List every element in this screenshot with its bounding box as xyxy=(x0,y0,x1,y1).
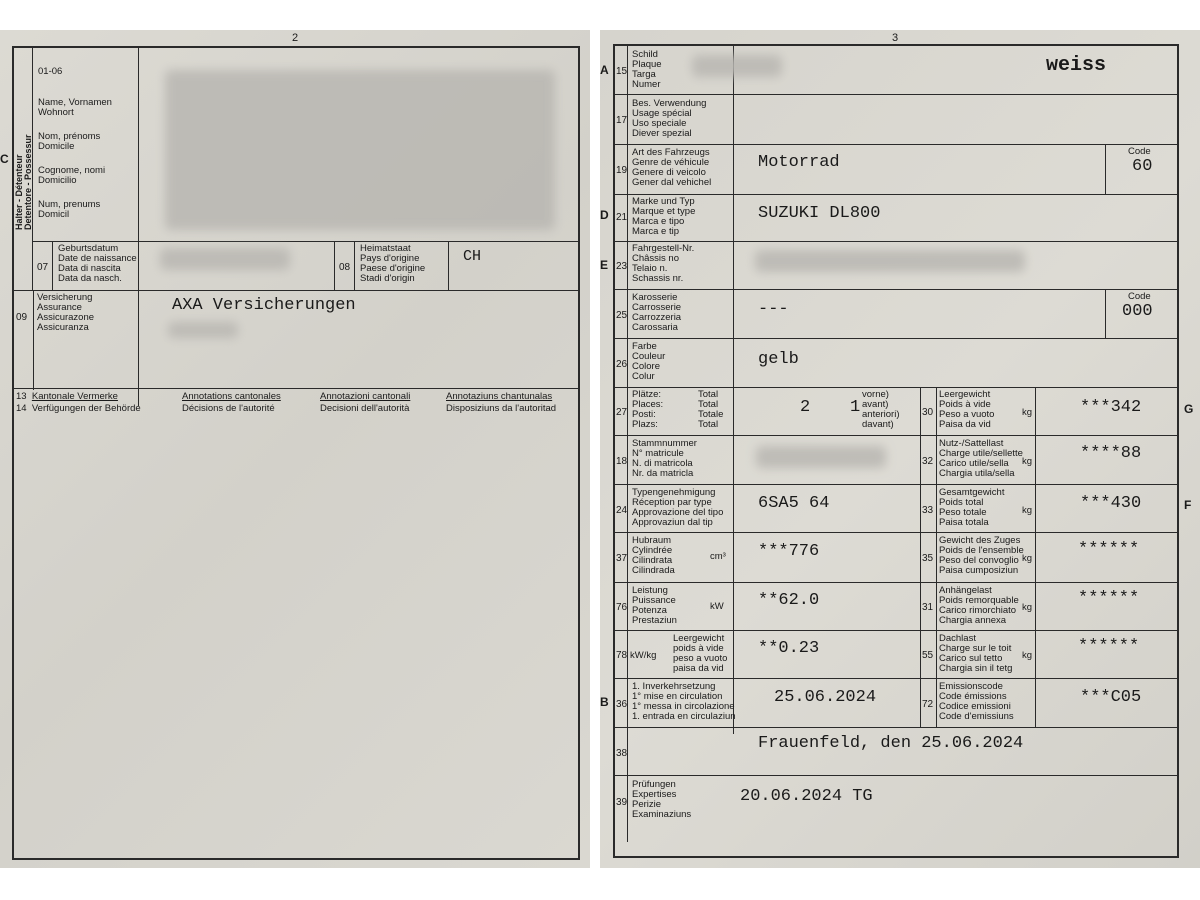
f21-label: Marque et type xyxy=(632,206,696,217)
field-number: 30 xyxy=(922,407,934,418)
f78-label: paisa da vid xyxy=(673,663,724,674)
f36-label: 1° messa in circolazione xyxy=(632,701,735,712)
unit-kg: kg xyxy=(1022,456,1033,467)
f35-label: Poids de l'ensemble xyxy=(939,545,1024,556)
f55-label: Chargia sin il tetg xyxy=(939,663,1013,674)
color-value: gelb xyxy=(758,350,799,369)
trailer-load-value: ****** xyxy=(1078,589,1140,608)
holder-label: Num, prenums xyxy=(38,199,101,210)
f35-label: Gewicht des Zuges xyxy=(939,535,1021,546)
redacted-chassis xyxy=(755,250,1025,272)
field-number: 37 xyxy=(616,553,628,564)
f15-label: Targa xyxy=(632,69,656,80)
marker-e: E xyxy=(600,258,609,272)
holder-vertical-label-2: Detentore - Possessur xyxy=(23,134,33,230)
holder-label: Nom, prénoms xyxy=(38,131,101,142)
field08-label: Paese d'origine xyxy=(360,263,426,274)
field-number: 33 xyxy=(922,505,934,516)
field13-label-it: Annotazioni cantonali xyxy=(320,391,411,402)
field-number: 38 xyxy=(616,748,628,759)
f18-label: Nr. da matricla xyxy=(632,468,694,479)
field-number: 09 xyxy=(16,312,28,323)
f32-label: Carico utile/sella xyxy=(939,458,1009,469)
f55-label: Charge sur le toit xyxy=(939,643,1012,654)
f31-label: Anhängelast xyxy=(939,585,992,596)
f15-label: Plaque xyxy=(632,59,662,70)
f36-label: 1. Inverkehrsetzung xyxy=(632,681,716,692)
redacted-matricule xyxy=(756,446,886,468)
f37-label: Cylindrée xyxy=(632,545,673,556)
code-label: Code xyxy=(1128,146,1151,157)
f55-label: Carico sul tetto xyxy=(939,653,1003,664)
seats-value: 2 xyxy=(800,398,811,417)
f24-label: Typengenehmigung xyxy=(632,487,716,498)
inspection-value: 20.06.2024 TG xyxy=(740,787,873,806)
field09-label: Versicherung xyxy=(37,292,93,303)
body-value: --- xyxy=(758,300,789,319)
field07-label: Data di nascita xyxy=(58,263,121,274)
field-number: 18 xyxy=(616,456,628,467)
insurance-value: AXA Versicherungen xyxy=(172,296,356,315)
field14-label: Verfügungen der Behörde xyxy=(31,403,141,414)
holder-label: Domicile xyxy=(38,141,75,152)
field08-label: Stadi d'origin xyxy=(360,273,415,284)
f19-label: Genere di veicolo xyxy=(632,167,706,178)
f23-label: Schassis nr. xyxy=(632,273,684,284)
field-number: 31 xyxy=(922,602,934,613)
field-number: 19 xyxy=(616,165,628,176)
f30-label: Peso a vuoto xyxy=(939,409,995,420)
unit-cm3: cm³ xyxy=(710,551,726,562)
f19-label: Genre de véhicule xyxy=(632,157,710,168)
f24-label: Approvazione del tipo xyxy=(632,507,724,518)
f17-label: Diever spezial xyxy=(632,128,692,139)
field-number: 36 xyxy=(616,699,628,710)
field-number: 35 xyxy=(922,553,934,564)
field-number: 13 xyxy=(16,391,27,402)
front-seats-value: 1 xyxy=(850,398,861,417)
f39-label: Examinaziuns xyxy=(632,809,692,820)
holder-label: Name, Vornamen xyxy=(38,97,112,108)
f27-label: Places: xyxy=(632,399,664,410)
f17-label: Bes. Verwendung xyxy=(632,98,707,109)
f78-label: Leergewicht xyxy=(673,633,725,644)
field14-label-fr: Décisions de l'autorité xyxy=(182,403,275,414)
f27-total: Total xyxy=(698,389,719,400)
field-number: 32 xyxy=(922,456,934,467)
vehicle-code-value: 60 xyxy=(1132,157,1153,176)
f26-label: Colore xyxy=(632,361,660,372)
field13-label-fr: Annotations cantonales xyxy=(182,391,281,402)
field08-label: Heimatstaat xyxy=(360,243,411,254)
f78-label: poids à vide xyxy=(673,643,724,654)
field-number: 27 xyxy=(616,407,628,418)
holder-label: Domicil xyxy=(38,209,70,220)
f76-label: Puissance xyxy=(632,595,676,606)
f17-label: Uso speciale xyxy=(632,118,687,129)
marker-g: G xyxy=(1184,402,1194,416)
field09-label: Assicurazone xyxy=(37,312,95,323)
f36-label: 1° mise en circulation xyxy=(632,691,723,702)
train-weight-value: ****** xyxy=(1078,540,1140,559)
marker-a: A xyxy=(600,63,609,77)
field07-label: Data da nasch. xyxy=(58,273,122,284)
f21-label: Marca e tip xyxy=(632,226,679,237)
field13-label-rm: Annotaziuns chantunalas xyxy=(446,391,553,402)
f25-label: Carrozzeria xyxy=(632,312,682,323)
f33-label: Poids total xyxy=(939,497,984,508)
unit-kg: kg xyxy=(1022,407,1033,418)
field-number: 23 xyxy=(616,261,628,272)
f25-label: Karosserie xyxy=(632,292,678,303)
f37-label: Cilindrada xyxy=(632,565,675,576)
vehicle-type-value: Motorrad xyxy=(758,153,840,172)
f76-label: Prestaziun xyxy=(632,615,677,626)
f30-label: Leergewicht xyxy=(939,389,991,400)
f23-label: Fahrgestell-Nr. xyxy=(632,243,695,254)
f32-label: Nutz-/Sattellast xyxy=(939,438,1004,449)
empty-weight-value: ***342 xyxy=(1080,398,1142,417)
unit-kg: kg xyxy=(1022,505,1033,516)
power-weight-value: **0.23 xyxy=(758,639,820,658)
f23-label: Telaio n. xyxy=(632,263,668,274)
f30-label: Poids à vide xyxy=(939,399,991,410)
f39-label: Perizie xyxy=(632,799,662,810)
total-weight-value: ***430 xyxy=(1080,494,1142,513)
redacted-plate xyxy=(692,55,782,77)
f31-label: Chargia annexa xyxy=(939,615,1007,626)
f21-label: Marke und Typ xyxy=(632,196,695,207)
holder-label: Cognome, nomi xyxy=(38,165,106,176)
marker-d: D xyxy=(600,208,609,222)
field-number: 24 xyxy=(616,505,628,516)
f37-label: Hubraum xyxy=(632,535,672,546)
f39-label: Prüfungen xyxy=(632,779,676,790)
f78-label: peso a vuoto xyxy=(673,653,728,664)
holder-label: Domicilio xyxy=(38,175,77,186)
field-number: 08 xyxy=(339,262,351,273)
field-number: 26 xyxy=(616,359,628,370)
redacted-birthdate xyxy=(160,248,290,270)
f19-label: Gener dal vehichel xyxy=(632,177,712,188)
issue-place-date-value: Frauenfeld, den 25.06.2024 xyxy=(758,734,1024,753)
f26-label: Colur xyxy=(632,371,655,382)
field-number: 39 xyxy=(616,797,628,808)
holder-vertical-label: Halter - Détenteur xyxy=(14,154,24,230)
marker-b: B xyxy=(600,695,609,709)
f27-total: Total xyxy=(698,419,719,430)
field-number: 72 xyxy=(922,699,934,710)
unit-kg: kg xyxy=(1022,602,1033,613)
f24-label: Approvaziun dal tip xyxy=(632,517,713,528)
field14-label-it: Decisioni dell'autorità xyxy=(320,403,410,414)
f55-label: Dachlast xyxy=(939,633,976,644)
left-page xyxy=(0,30,590,868)
f76-label: Leistung xyxy=(632,585,668,596)
f32-label: Charge utile/sellette xyxy=(939,448,1023,459)
f19-label: Art des Fahrzeugs xyxy=(632,147,710,158)
f35-label: Peso del convoglio xyxy=(939,555,1019,566)
f37-label: Cilindrata xyxy=(632,555,673,566)
field09-label: Assicuranza xyxy=(37,322,89,333)
f23-label: Châssis no xyxy=(632,253,679,264)
field08-label: Pays d'origine xyxy=(360,253,420,264)
field07-label: Geburtsdatum xyxy=(58,243,119,254)
f72-label: Code d'emissiuns xyxy=(939,711,1014,722)
unit-kg: kg xyxy=(1022,553,1033,564)
first-registration-value: 25.06.2024 xyxy=(774,688,877,707)
f17-label: Usage spécial xyxy=(632,108,692,119)
field-number: 25 xyxy=(616,310,628,321)
right-page xyxy=(600,30,1200,868)
f25-label: Carrosserie xyxy=(632,302,682,313)
front-label: vorne) xyxy=(862,389,889,400)
f15-label: Numer xyxy=(632,79,661,90)
f76-label: Potenza xyxy=(632,605,667,616)
field-number: 17 xyxy=(616,115,628,126)
power-value: **62.0 xyxy=(758,591,820,610)
body-code-value: 000 xyxy=(1122,302,1153,321)
f72-label: Emissionscode xyxy=(939,681,1003,692)
field-number: 15 xyxy=(616,66,628,77)
field07-label: Date de naissance xyxy=(58,253,137,264)
redacted-insurance-number xyxy=(168,322,238,338)
field-number: 07 xyxy=(37,262,49,273)
plate-color-value: weiss xyxy=(1046,54,1107,77)
page-number: 3 xyxy=(892,32,899,44)
field-number: 78 xyxy=(616,650,628,661)
page-number: 2 xyxy=(292,32,299,44)
front-label: avant) xyxy=(862,399,889,410)
holder-label: Wohnort xyxy=(38,107,74,118)
f21-label: Marca e tipo xyxy=(632,216,685,227)
front-label: anteriori) xyxy=(862,409,900,420)
field13-label: Kantonale Vermerke xyxy=(31,391,118,402)
f32-label: Chargia utila/sella xyxy=(939,468,1015,479)
front-label: davant) xyxy=(862,419,894,430)
f33-label: Peso totale xyxy=(939,507,987,518)
marker-f: F xyxy=(1184,498,1192,512)
emission-code-value: ***C05 xyxy=(1080,688,1142,707)
f36-label: 1. entrada en circulaziun xyxy=(632,711,736,722)
field-number: 76 xyxy=(616,602,628,613)
field-number: 55 xyxy=(922,650,934,661)
f27-total: Total xyxy=(698,399,719,410)
f24-label: Réception par type xyxy=(632,497,712,508)
f18-label: N. di matricola xyxy=(632,458,693,469)
f31-label: Poids remorquable xyxy=(939,595,1019,606)
f33-label: Paisa totala xyxy=(939,517,989,528)
f72-label: Codice emissioni xyxy=(939,701,1011,712)
roof-load-value: ****** xyxy=(1078,637,1140,656)
unit-kw: kW xyxy=(710,601,724,612)
field-number: 14 xyxy=(16,403,27,414)
f27-label: Plätze: xyxy=(632,389,662,400)
f72-label: Code émissions xyxy=(939,691,1007,702)
f27-label: Plazs: xyxy=(632,419,658,430)
f30-label: Paisa da vid xyxy=(939,419,991,430)
origin-value: CH xyxy=(463,248,482,265)
code-label: Code xyxy=(1128,291,1151,302)
f15-label: Schild xyxy=(632,49,658,60)
f27-label: Posti: xyxy=(632,409,656,420)
f18-label: N° matricule xyxy=(632,448,684,459)
f18-label: Stammnummer xyxy=(632,438,697,449)
field14-label-rm: Disposiziuns da l'autoritad xyxy=(446,403,557,414)
make-model-value: SUZUKI DL800 xyxy=(758,204,881,223)
f35-label: Paisa cumposiziun xyxy=(939,565,1019,576)
f31-label: Carico rimorchiato xyxy=(939,605,1017,616)
field-number: 21 xyxy=(616,212,628,223)
side-marker-c: C xyxy=(0,152,9,166)
unit-kg: kg xyxy=(1022,650,1033,661)
holder-code: 01-06 xyxy=(38,66,63,77)
field09-label: Assurance xyxy=(37,302,82,313)
f39-label: Expertises xyxy=(632,789,677,800)
f27-total: Totale xyxy=(698,409,724,420)
redacted-holder-name xyxy=(165,70,555,230)
payload-value: ****88 xyxy=(1080,444,1142,463)
f25-label: Carossaria xyxy=(632,322,678,333)
f33-label: Gesamtgewicht xyxy=(939,487,1005,498)
unit-kw-kg: kW/kg xyxy=(630,650,657,661)
type-approval-value: 6SA5 64 xyxy=(758,494,830,513)
f26-label: Couleur xyxy=(632,351,666,362)
f26-label: Farbe xyxy=(632,341,657,352)
displacement-value: ***776 xyxy=(758,542,820,561)
